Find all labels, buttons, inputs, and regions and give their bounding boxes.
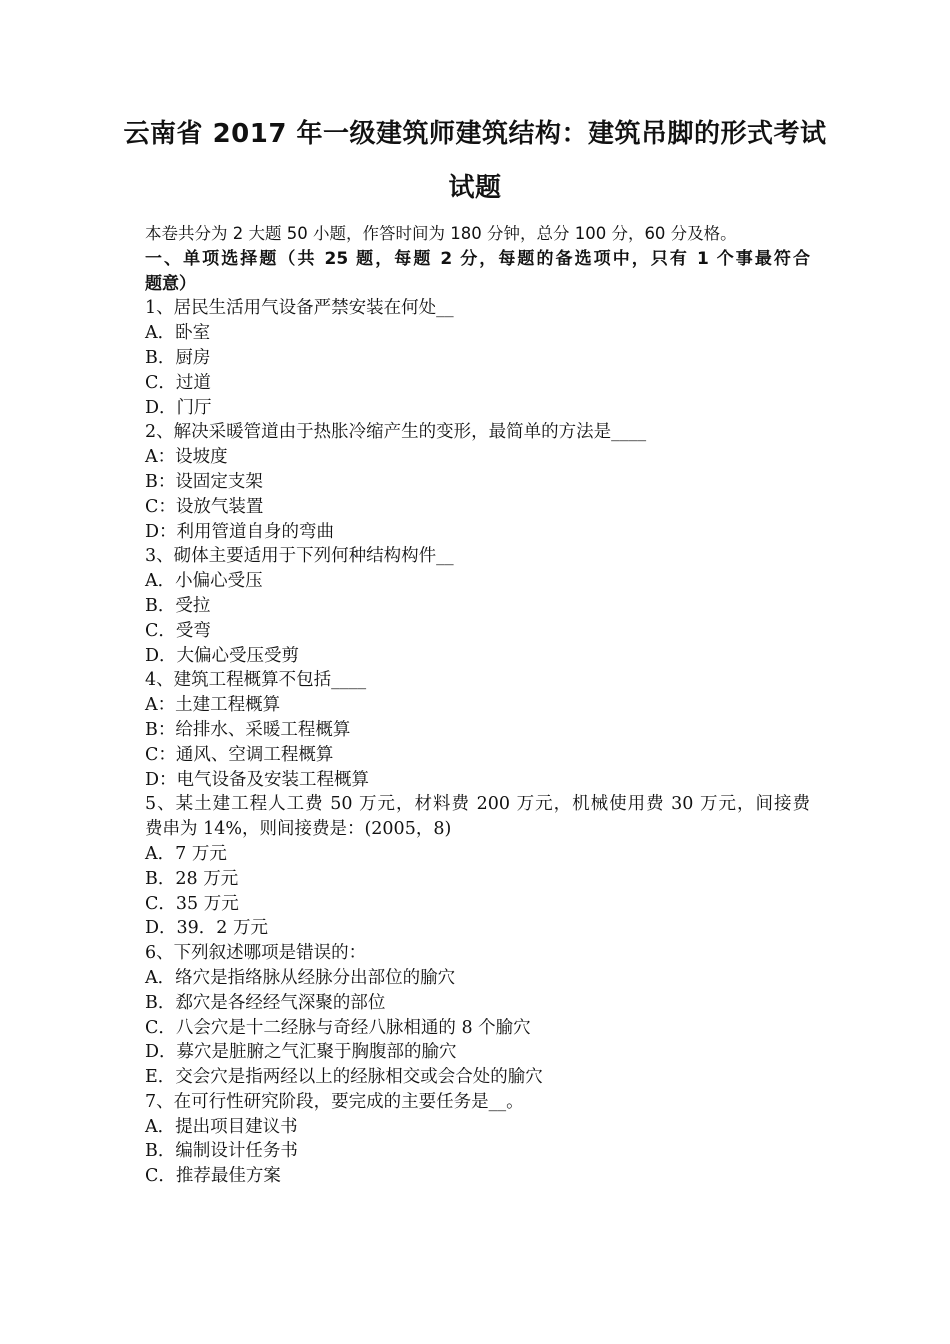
question-stem: 2、解决采暖管道由于热胀冷缩产生的变形，最简单的方法是____ (145, 422, 647, 443)
answer-option: A．络穴是指络脉从经脉分出部位的腧穴 (145, 967, 456, 988)
answer-option: C．受弯 (145, 620, 211, 641)
question-5 (145, 792, 810, 941)
answer-option: B．受拉 (145, 595, 211, 616)
question-4 (145, 668, 810, 792)
question-2 (145, 420, 810, 544)
question-stem: 6、下列叙述哪项是错误的： (145, 943, 367, 964)
document-body (145, 222, 810, 1189)
question-stem-line-1: 5、某土建工程人工费 50 万元，材料费 200 万元，机械使用费 30 万元，间接费 (145, 794, 810, 815)
question-3 (145, 544, 810, 668)
answer-option: A：土建工程概算 (145, 695, 281, 716)
document-title-line-1: 云南省 2017 年一级建筑师建筑结构：建筑吊脚的形式考试 (123, 119, 827, 149)
answer-option: B．厨房 (145, 347, 211, 368)
exam-intro: 本卷共分为 2 大题 50 小题，作答时间为 180 分钟，总分 100 分，60 分及格。 (145, 224, 737, 243)
answer-option: D．门厅 (145, 397, 212, 418)
answer-option: D．大偏心受压受剪 (145, 645, 300, 666)
question-6 (145, 941, 810, 1090)
section-heading-line-2: 题意） (145, 273, 196, 294)
answer-option: B．编制设计任务书 (145, 1141, 298, 1162)
answer-option: B．郄穴是各经经气深聚的部位 (145, 992, 386, 1013)
answer-option: C．35 万元 (145, 893, 239, 914)
answer-option: A．提出项目建议书 (145, 1116, 298, 1137)
answer-option: E．交会穴是指两经以上的经脉相交或会合处的腧穴 (145, 1067, 543, 1088)
answer-option: A．7 万元 (145, 843, 227, 864)
question-7 (145, 1090, 810, 1189)
answer-option: A．小偏心受压 (145, 571, 263, 592)
answer-option: B：给排水、采暖工程概算 (145, 719, 351, 740)
answer-option: B：设固定支架 (145, 471, 263, 492)
question-stem: 4、建筑工程概算不包括____ (145, 670, 367, 691)
answer-option: B．28 万元 (145, 868, 239, 889)
question-1 (145, 296, 810, 420)
document-title-line-2: 试题 (448, 173, 502, 203)
question-stem: 1、居民生活用气设备严禁安装在何处__ (145, 298, 454, 319)
question-stem: 7、在可行性研究阶段，要完成的主要任务是__。 (145, 1091, 524, 1112)
answer-option: D：利用管道自身的弯曲 (145, 521, 335, 542)
question-stem: 3、砌体主要适用于下列何种结构构件__ (145, 546, 454, 567)
answer-option: D：电气设备及安装工程概算 (145, 769, 370, 790)
answer-option: C．八会穴是十二经脉与奇经八脉相通的 8 个腧穴 (145, 1017, 531, 1038)
answer-option: D．39．2 万元 (145, 918, 268, 939)
section-heading-line-1: 一、单项选择题（共 25 题，每题 2 分，每题的备选项中，只有 1 个事最符合 (145, 248, 810, 269)
answer-option: C．推荐最佳方案 (145, 1166, 281, 1187)
answer-option: D．募穴是脏腑之气汇聚于胸腹部的腧穴 (145, 1042, 457, 1063)
answer-option: C．过道 (145, 372, 211, 393)
question-stem-line-2: 费串为 14%，则间接费是：(2005，8) (145, 819, 452, 840)
answer-option: A：设坡度 (145, 447, 228, 468)
answer-option: A．卧室 (145, 323, 211, 344)
answer-option: C：设放气装置 (145, 496, 264, 517)
answer-option: C：通风、空调工程概算 (145, 744, 334, 765)
